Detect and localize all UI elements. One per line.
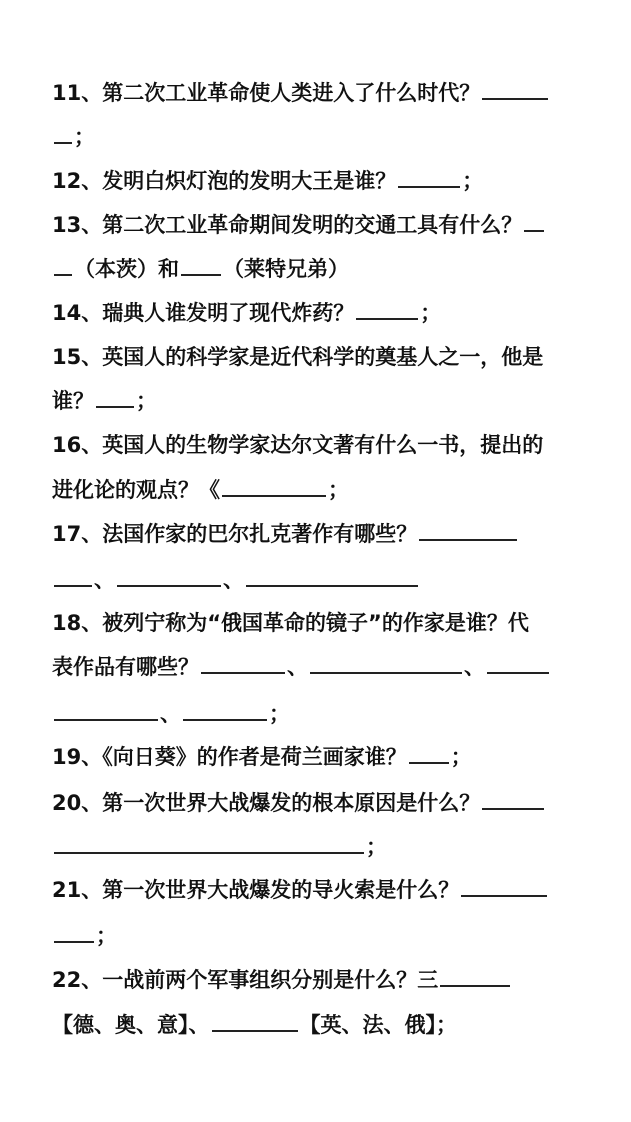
question-19-line-1 [52,740,472,774]
punctuation: ； [269,702,290,726]
answer-blank[interactable] [440,963,510,987]
answer-blank[interactable] [482,786,544,810]
answer-blank[interactable] [54,919,94,943]
question-20-line-1 [52,786,546,820]
question-14-line-1 [52,296,441,330]
answer-blank[interactable] [54,830,364,854]
question-text: （本茨）和 [74,257,179,281]
question-22-line-2 [52,1008,457,1042]
punctuation: 、 [160,702,181,726]
punctuation: ； [366,835,387,859]
answer-blank[interactable] [96,384,134,408]
question-text: 【德、奥、意】、 [52,1013,210,1037]
answer-blank[interactable] [54,120,72,144]
punctuation: ； [450,745,472,769]
question-text: 19、《向日葵》的作者是荷兰画家谁？ [52,745,407,769]
question-text: 22、一战前两个军事组织分别是什么？三 [52,968,439,992]
answer-blank[interactable] [419,517,517,541]
question-18-line-1 [52,606,529,640]
punctuation: ； [328,478,349,502]
punctuation: ； [96,924,117,948]
question-21-line-1 [52,873,549,907]
question-15-line-2 [52,384,157,418]
punctuation: 、 [223,568,244,592]
question-text: 20、第一次世界大战爆发的根本原因是什么？ [52,791,481,815]
question-16-line-1 [52,428,543,462]
answer-blank[interactable] [310,650,462,674]
question-text: 13、第二次工业革命期间发明的交通工具有什么？ [52,213,523,237]
answer-blank[interactable] [482,76,548,100]
question-text: 15、英国人的科学家是近代科学的奠基人之一，他是 [52,345,544,369]
question-text: 进化论的观点？《 [52,478,220,502]
answer-blank[interactable] [409,740,449,764]
answer-blank[interactable] [54,697,158,721]
answer-blank[interactable] [117,563,221,587]
answer-blank[interactable] [54,252,72,276]
question-20-line-2 [52,830,387,864]
question-text: 谁？ [52,389,94,413]
question-21-line-2 [52,919,117,953]
question-text: 16、英国人的生物学家达尔文著有什么一书，提出的 [52,433,544,457]
answer-blank[interactable] [183,697,267,721]
question-18-line-2 [52,650,551,684]
question-11-line-1 [52,76,550,110]
question-text: 14、瑞典人谁发明了现代炸药？ [52,301,355,325]
answer-blank[interactable] [487,650,549,674]
answer-blank[interactable] [356,296,418,320]
question-text: 17、法国作家的巴尔扎克著作有哪些？ [52,522,418,546]
answer-blank[interactable] [246,563,418,587]
question-13-line-2 [52,252,349,286]
punctuation: 、 [94,568,115,592]
answer-blank[interactable] [524,208,544,232]
answer-blank[interactable] [181,252,221,276]
answer-blank[interactable] [222,473,326,497]
question-15-line-1 [52,340,543,374]
question-text: 21、第一次世界大战爆发的导火索是什么？ [52,878,460,902]
question-18-line-3 [52,697,290,731]
question-text: 12、发明白炽灯泡的发明大王是谁？ [52,169,397,193]
punctuation: ； [420,301,442,325]
punctuation: ； [136,389,157,413]
punctuation: 、 [464,655,485,679]
question-11-line-2 [52,120,95,154]
punctuation: 、 [287,655,308,679]
question-16-line-2 [52,473,349,507]
question-22-line-1 [52,963,512,997]
question-text: 表作品有哪些？ [52,655,199,679]
question-17-line-1 [52,517,519,551]
answer-blank[interactable] [54,563,92,587]
question-17-line-2 [52,563,420,597]
question-text: 11、第二次工业革命使人类进入了什么时代？ [52,81,481,105]
question-text: 18、被列宁称为“俄国革命的镜子”的作家是谁？代 [52,611,529,635]
answer-blank[interactable] [201,650,285,674]
answer-blank[interactable] [461,873,547,897]
punctuation: ； [74,125,95,149]
question-13-line-1 [52,208,546,242]
answer-blank[interactable] [212,1008,298,1032]
answer-blank[interactable] [398,164,460,188]
punctuation: ； [462,169,484,193]
question-text: （莱特兄弟） [223,257,349,281]
question-text: 【英、法、俄】； [299,1013,457,1037]
question-12-line-1 [52,164,483,198]
